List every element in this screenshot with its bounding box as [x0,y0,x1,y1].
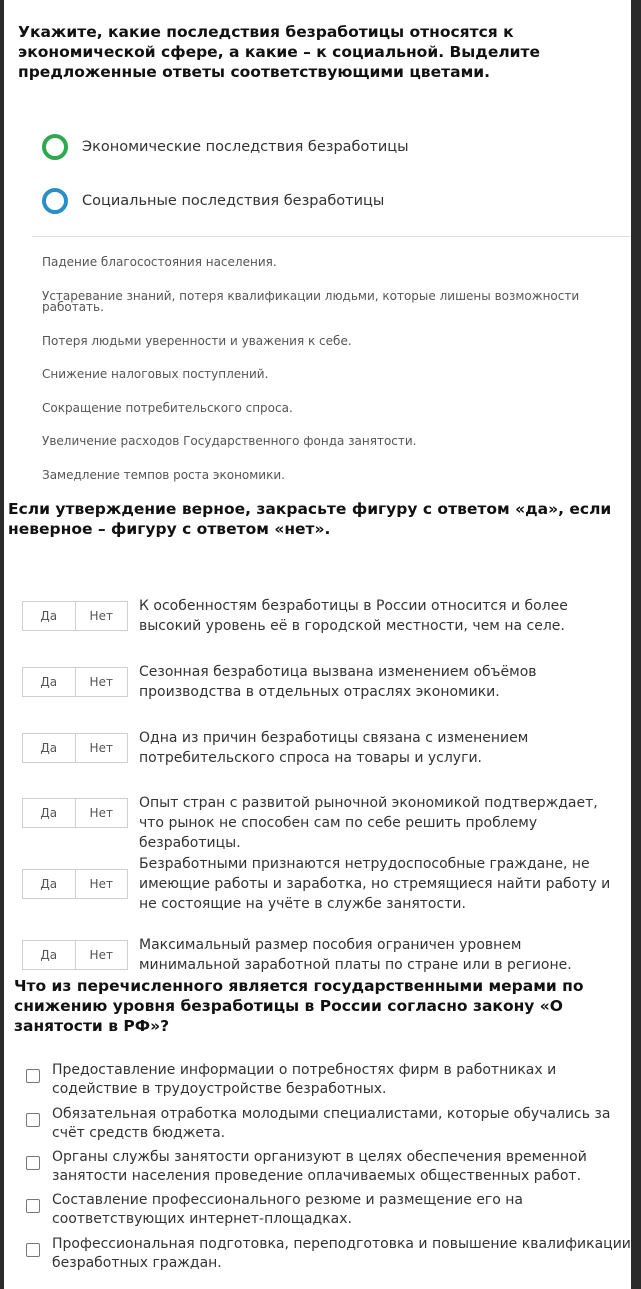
option-checkbox[interactable] [26,1113,40,1127]
statement-text: Сезонная безработица вызвана изменением объёмов производства в отдельных отраслях экономики. [139,664,537,700]
option-checkbox[interactable] [26,1156,40,1170]
statement-text: Максимальный размер пособия ограничен уровнем минимальной заработной платы по стране или в регионе. [139,937,572,973]
section1-title: Укажите, какие последствия безработицы относятся к экономической сфере, а какие – к социальной. Выделите предложенные ответы соответствующими цветами. [18,23,541,81]
yes-no-toggle [22,733,128,763]
option-text: Профессиональная подготовка, переподготовка и повышение квалификации безработных граждан. [52,1236,631,1271]
yes-no-toggle [22,798,128,828]
legend-social-label: Социальные последствия безработицы [82,193,385,209]
option-text: Составление профессионального резюме и размещение его на соответствующих интернет-площадках. [52,1192,523,1227]
yes-no-toggle [22,601,128,631]
consequence-item[interactable]: Устаревание знаний, потеря квалификации людьми, которые лишены возможности работать. [42,289,580,314]
yes-no-toggle [22,869,128,899]
statement-text: Одна из причин безработицы связана с изменением потребительского спроса на товары и услуги. [139,730,529,766]
section2-title: Если утверждение верное, закрасьте фигуру с ответом «да», если неверное – фигуру с ответом «нет». [8,500,612,538]
yes-option[interactable]: Да [23,668,76,696]
yes-no-toggle [22,940,128,970]
statement-text: К особенностям безработицы в России относится и более высокий уровень её в городской местности, чем на селе. [139,598,568,634]
yes-no-toggle [22,667,128,697]
worksheet-page [4,0,631,1289]
option-text: Обязательная отработка молодыми специалистами, которые обучались за счёт средств бюджета. [52,1106,611,1141]
blue-circle-icon[interactable] [42,188,68,214]
no-option[interactable]: Нет [89,675,113,689]
option-checkbox[interactable] [26,1199,40,1213]
option-text: Органы службы занятости организуют в целях обеспечения временной занятости населения проведение оплачиваемых общественных работ. [52,1149,587,1184]
consequence-item[interactable]: Падение благосостояния населения. [42,255,277,269]
divider [32,236,630,237]
no-option[interactable]: Нет [89,806,113,820]
consequence-item[interactable]: Замедление темпов роста экономики. [42,468,285,482]
statement-text: Безработными признаются нетрудоспособные граждане, не имеющие работы и заработка, но стремящиеся найти работу и не состоящие на учёте в службе занятости. [139,856,611,912]
option-checkbox[interactable] [26,1069,40,1083]
no-option[interactable]: Нет [89,741,113,755]
option-checkbox[interactable] [26,1243,40,1257]
yes-option[interactable]: Да [23,941,76,969]
statement-text: Опыт стран с развитой рыночной экономикой подтверждает, что рынок не способен сам по себе решить проблему безработицы. [139,795,598,851]
legend-economic[interactable] [42,129,409,165]
yes-option[interactable]: Да [23,799,76,827]
yes-option[interactable]: Да [23,870,76,898]
no-option[interactable]: Нет [89,609,113,623]
consequence-item[interactable]: Снижение налоговых поступлений. [42,367,269,381]
option-text: Предоставление информации о потребностях фирм в работниках и содействие в трудоустройстве безработных. [52,1062,557,1097]
consequence-item[interactable]: Сокращение потребительского спроса. [42,401,293,415]
no-option[interactable]: Нет [89,948,113,962]
legend-economic-label: Экономические последствия безработицы [82,139,409,155]
legend-social[interactable] [42,183,384,219]
no-option[interactable]: Нет [89,877,113,891]
yes-option[interactable]: Да [23,734,76,762]
consequence-item[interactable]: Потеря людьми уверенности и уважения к себе. [42,334,352,348]
yes-option[interactable]: Да [23,602,76,630]
green-circle-icon[interactable] [42,134,68,160]
consequence-item[interactable]: Увеличение расходов Государственного фонда занятости. [42,434,417,448]
section3-title: Что из перечисленного является государственными мерами по снижению уровня безработицы в России согласно закону «О занятости в РФ»? [14,977,584,1035]
